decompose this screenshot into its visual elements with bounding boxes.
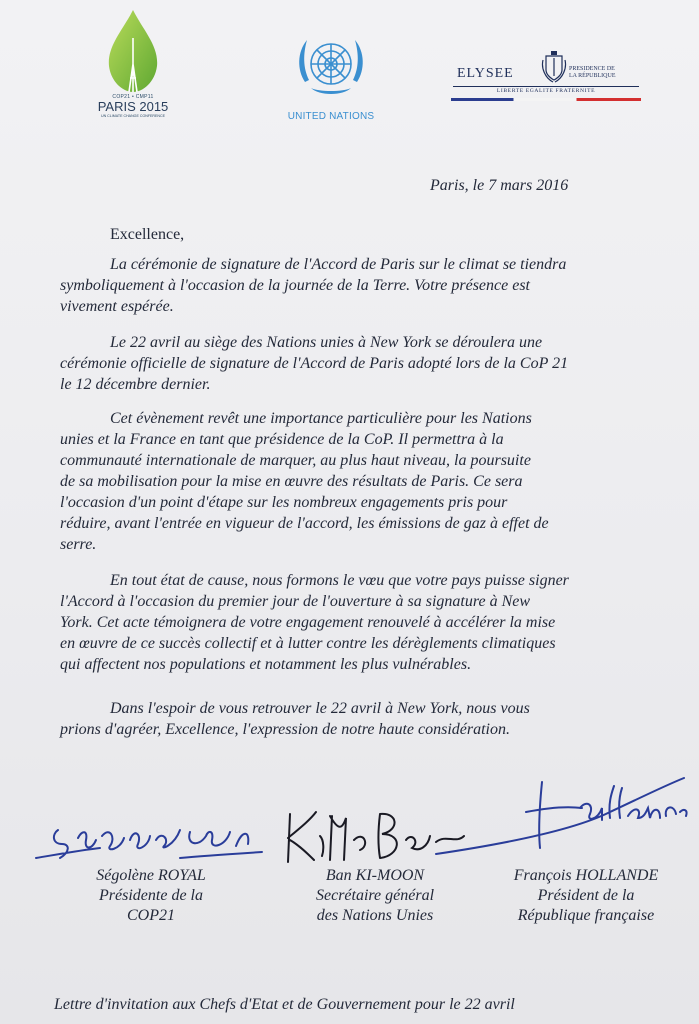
paragraph-1-line-2: symboliquement à l'occasion de la journée de la Terre. Votre présence est (60, 277, 530, 294)
letter-date: Paris, le 7 mars 2016 (430, 177, 569, 194)
paragraph-3-line-6: réduire, avant l'entrée en vigueur de l'accord, les émissions de gaz à effet de (60, 515, 549, 532)
signatory-royal-name: Ségolène ROYAL (96, 867, 206, 884)
paragraph-4-line-4: en œuvre de ce succès collectif et à lutter contre les dérèglements climatiques (60, 635, 556, 652)
footer-caption: Lettre d'invitation aux Chefs d'Etat et de Gouvernement pour le 22 avril (54, 996, 515, 1013)
paragraph-3-line-4: de sa mobilisation pour la mise en œuvre des résultats de Paris. Ce sera (60, 473, 523, 490)
signatory-royal (56, 866, 246, 926)
paragraph-5-line-1: Dans l'espoir de vous retrouver le 22 avril à New York, nous vous (110, 700, 530, 717)
cop-small-text: COP21 • CMP11 (112, 94, 154, 100)
paragraph-4-line-3: York. Cet acte témoignera de votre engagement renouvelé à accélérer la mise (60, 614, 556, 631)
paragraph-1-line-3: vivement espérée. (60, 298, 174, 315)
paragraph-3-line-2: unies et la France en tant que présidence de la CoP. Il permettra à la (60, 431, 504, 448)
paragraph-2-line-3: le 12 décembre dernier. (60, 376, 211, 393)
paragraph-4-line-2: l'Accord à l'occasion du premier jour de l'ouverture à sa signature à New (60, 593, 531, 610)
paragraph-3-line-1: Cet évènement revêt une importance particulière pour les Nations (110, 410, 532, 427)
signatory-hollande-name: François HOLLANDE (513, 867, 659, 884)
signatory-royal-title-1: Présidente de la (99, 887, 203, 904)
signatory-kimoon (280, 866, 470, 926)
paragraph-2-line-2: cérémonie officielle de signature de l'Accord de Paris adopté lors de la CoP 21 (60, 355, 569, 372)
signatory-hollande-title-1: Président de la (537, 887, 635, 904)
presidency-line-2: LA RÉPUBLIQUE (569, 73, 616, 79)
un-text: UNITED NATIONS (287, 111, 375, 122)
signatory-hollande (486, 866, 686, 926)
signature-hollande-image (430, 772, 692, 868)
paragraph-1-line-1: La cérémonie de signature de l'Accord de Paris sur le climat se tiendra (110, 256, 567, 273)
paragraph-3-line-7: serre. (60, 536, 97, 553)
paragraph-3-line-5: l'occasion d'un point d'étape sur les nombreux engagements pris pour (60, 494, 508, 511)
signatory-kimoon-title-2: des Nations Unies (316, 907, 434, 924)
paragraph-5-line-2: prions d'agréer, Excellence, l'expression de notre haute considération. (60, 721, 510, 738)
signatory-royal-title-2: COP21 (127, 907, 175, 924)
letter-salutation: Excellence, (110, 226, 185, 243)
paragraph-2-line-1: Le 22 avril au siège des Nations unies à New York se déroulera une (110, 334, 543, 351)
elysee-word: ELYSEE (457, 66, 514, 81)
presidency-line-1: PRESIDENCE DE (569, 66, 615, 72)
cop-year-text: PARIS 2015 (97, 99, 169, 114)
signatory-kimoon-name: Ban KI-MOON (325, 867, 425, 884)
signature-royal-image (30, 800, 270, 870)
signatory-kimoon-title-1: Secrétaire général (315, 887, 435, 904)
republic-motto: LIBERTE EGALITE FRATERNITE (453, 86, 639, 94)
paragraph-3-line-3: communauté internationale de marquer, au plus haut niveau, la poursuite (60, 452, 531, 469)
paragraph-4-line-1: En tout état de cause, nous formons le vœu que votre pays puisse signer (110, 572, 569, 589)
cop-tagline: UN CLIMATE CHANGE CONFERENCE (100, 114, 166, 118)
signatory-hollande-title-2: République française (517, 907, 655, 924)
paragraph-4-line-5: qui affectent nos populations et notamment les plus vulnérables. (60, 656, 472, 673)
